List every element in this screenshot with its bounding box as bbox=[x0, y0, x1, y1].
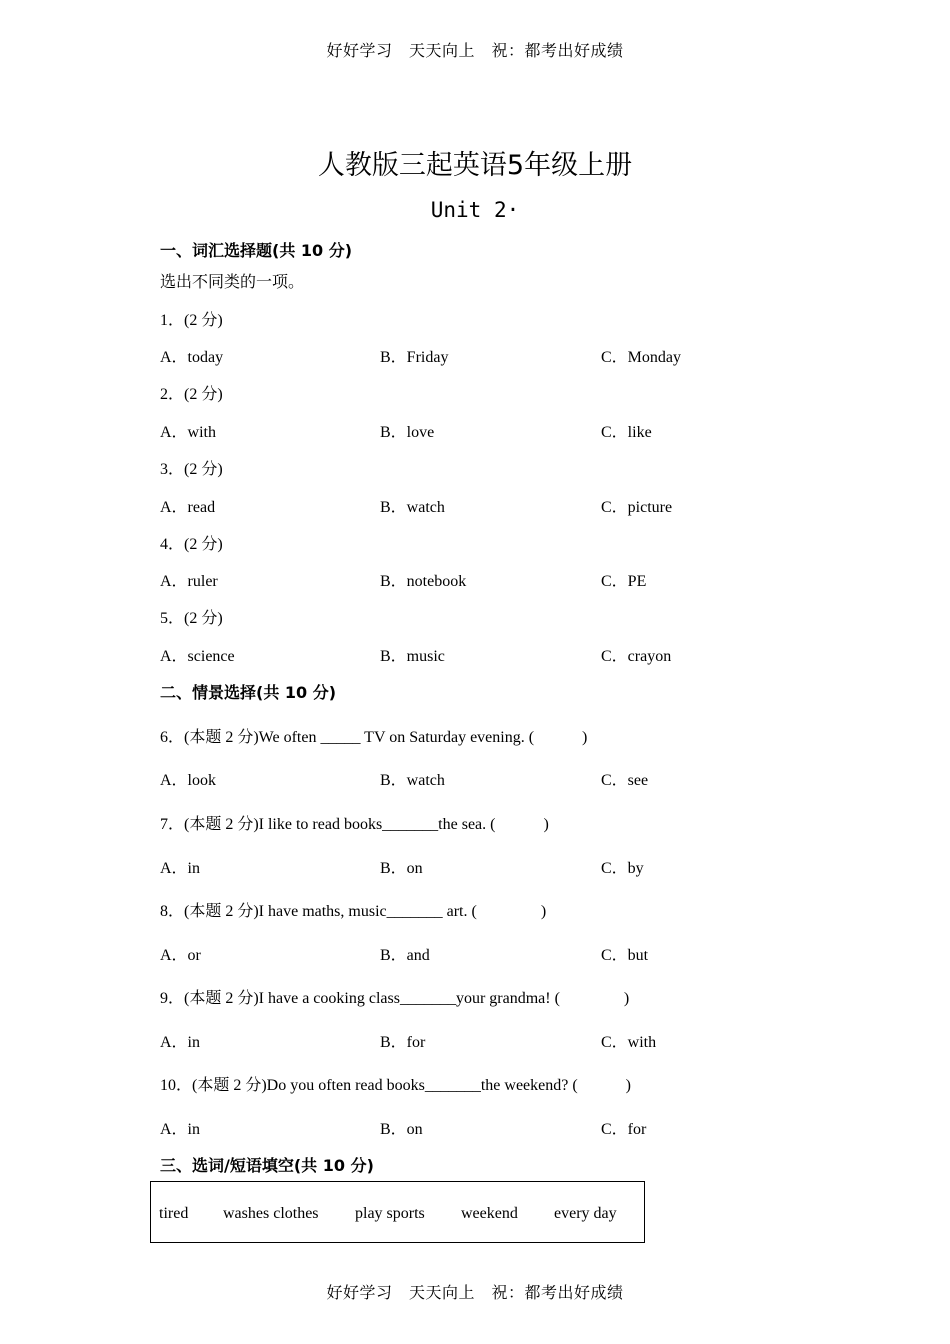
question-stem: 4．(2 分) bbox=[160, 536, 223, 553]
option-b[interactable]: B．on bbox=[380, 860, 423, 877]
option-b[interactable]: B．love bbox=[380, 424, 435, 441]
page-header: 好好学习 天天向上 祝：都考出好成绩 bbox=[326, 41, 624, 60]
option-a[interactable]: A．in bbox=[160, 1121, 201, 1138]
option-b[interactable]: B．Friday bbox=[380, 349, 449, 366]
question-stem: 9．(本题 2 分)I have a cooking class_______your grandma! ( ) bbox=[160, 990, 630, 1007]
option-b[interactable]: B．for bbox=[380, 1034, 426, 1051]
question-stem: 1．(2 分) bbox=[160, 312, 223, 329]
word-bank-item: play sports bbox=[355, 1205, 425, 1222]
option-b[interactable]: B．watch bbox=[380, 772, 445, 789]
option-c[interactable]: C．for bbox=[601, 1121, 647, 1138]
word-bank-item: tired bbox=[159, 1205, 189, 1222]
question-stem: 5．(2 分) bbox=[160, 610, 223, 627]
word-bank-box bbox=[150, 1181, 645, 1243]
question-stem: 3．(2 分) bbox=[160, 461, 223, 478]
section1-instruction: 选出不同类的一项。 bbox=[160, 274, 305, 291]
option-c[interactable]: C．see bbox=[601, 772, 649, 789]
question-stem: 10．(本题 2 分)Do you often read books_______the weekend? ( ) bbox=[160, 1077, 632, 1094]
option-c[interactable]: C．by bbox=[601, 860, 644, 877]
page-footer: 好好学习 天天向上 祝：都考出好成绩 bbox=[326, 1283, 624, 1302]
question-stem: 2．(2 分) bbox=[160, 386, 223, 403]
option-a[interactable]: A．read bbox=[160, 499, 216, 516]
word-bank-item: weekend bbox=[461, 1205, 518, 1222]
option-b[interactable]: B．and bbox=[380, 947, 430, 964]
question-stem: 6．(本题 2 分)We often _____ TV on Saturday evening. ( ) bbox=[160, 729, 588, 746]
option-a[interactable]: A．with bbox=[160, 424, 217, 441]
section1-heading: 一、词汇选择题(共 10 分) bbox=[160, 241, 353, 260]
section3-heading: 三、选词/短语填空(共 10 分) bbox=[160, 1156, 374, 1175]
option-b[interactable]: B．on bbox=[380, 1121, 423, 1138]
option-a[interactable]: A．in bbox=[160, 1034, 201, 1051]
option-a[interactable]: A．ruler bbox=[160, 573, 218, 590]
option-a[interactable]: A．look bbox=[160, 772, 217, 789]
option-b[interactable]: B．watch bbox=[380, 499, 445, 516]
option-c[interactable]: C．like bbox=[601, 424, 652, 441]
question-stem: 7．(本题 2 分)I like to read books_______the sea. ( ) bbox=[160, 816, 549, 833]
page-title: 人教版三起英语5年级上册 bbox=[317, 150, 633, 181]
option-c[interactable]: C．crayon bbox=[601, 648, 672, 665]
option-c[interactable]: C．PE bbox=[601, 573, 647, 590]
option-c[interactable]: C．Monday bbox=[601, 349, 682, 366]
option-b[interactable]: B．notebook bbox=[380, 573, 467, 590]
option-a[interactable]: A．science bbox=[160, 648, 235, 665]
option-c[interactable]: C．picture bbox=[601, 499, 673, 516]
word-bank-item: every day bbox=[554, 1205, 617, 1222]
question-stem: 8．(本题 2 分)I have maths, music_______ art. ( ) bbox=[160, 903, 547, 920]
option-a[interactable]: A．in bbox=[160, 860, 201, 877]
option-c[interactable]: C．but bbox=[601, 947, 649, 964]
option-c[interactable]: C．with bbox=[601, 1034, 657, 1051]
word-bank-item: washes clothes bbox=[223, 1205, 319, 1222]
section2-heading: 二、情景选择(共 10 分) bbox=[160, 683, 337, 702]
unit-subtitle: Unit 2· bbox=[430, 198, 520, 222]
option-a[interactable]: A．or bbox=[160, 947, 201, 964]
option-b[interactable]: B．music bbox=[380, 648, 445, 665]
option-a[interactable]: A．today bbox=[160, 349, 224, 366]
